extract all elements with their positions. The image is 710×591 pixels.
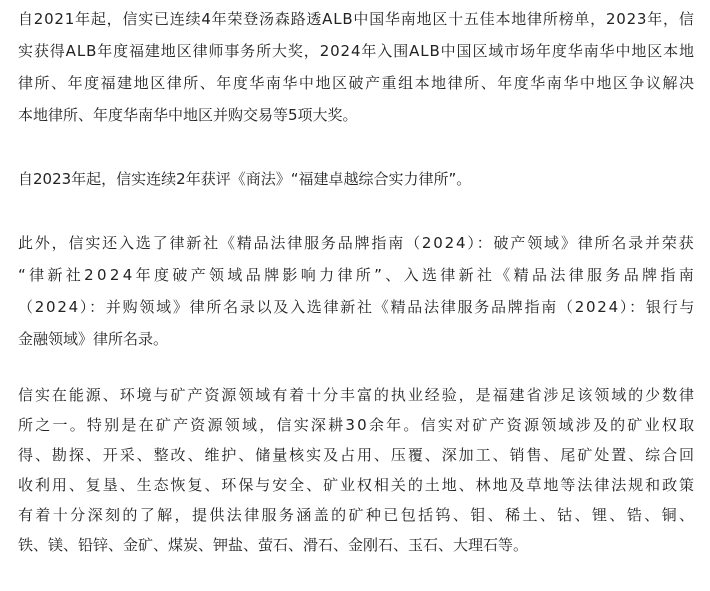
text-line: （2024）：并购领域》律所名录以及入选律新社《精品法律服务品牌指南（2024）：银行与 xyxy=(18,298,697,316)
text-line: 自2023年起，信实连续2年获评《商法》“福建卓越综合实力律所”。 xyxy=(18,170,472,188)
text-line: 实获得ALB年度福建地区律师事务所大奖，2024年入围ALB中国区域市场年度华南华中地区本地 xyxy=(18,42,695,60)
text-line: 本地律所、年度华南华中地区并购交易等5项大奖。 xyxy=(18,106,358,124)
text-line: 收利用、复垦、生态恢复、环保与安全、矿业权相关的土地、林地及草地等法律法规和政策 xyxy=(18,476,696,494)
text-line: 律所、年度福建地区律所、年度华南华中地区破产重组本地律所、年度华南华中地区争议解决 xyxy=(18,74,696,92)
text-line: 铁、镁、铅锌、金矿、煤炭、钾盐、萤石、滑石、金刚石、玉石、大理石等。 xyxy=(18,536,529,554)
text-line: 所之一。特别是在矿产资源领域，信实深耕30余年。信实对矿产资源领域涉及的矿业权取 xyxy=(18,416,697,434)
text-line: 金融领域》律所名录。 xyxy=(18,330,169,348)
text-line: 自2021年起，信实已连续4年荣登汤森路透ALB中国华南地区十五佳本地律所榜单，2023年，信 xyxy=(18,10,695,28)
text-line: 信实在能源、环境与矿产资源领域有着十分丰富的执业经验，是福建省涉足该领域的少数律 xyxy=(18,386,696,404)
text-line: “律新社2024年度破产领域品牌影响力律所”、入选律新社《精品法律服务品牌指南 xyxy=(18,266,698,284)
text-line: 得、勘探、开采、整改、维护、储量核实及占用、压覆、深加工、销售、尾矿处置、综合回 xyxy=(18,446,696,464)
text-line: 此外，信实还入选了律新社《精品法律服务品牌指南（2024）：破产领域》律所名录并荣获 xyxy=(18,234,696,252)
text-line: 有着十分深刻的了解，提供法律服务涵盖的矿种已包括钨、钼、稀土、钴、锂、锆、铜、 xyxy=(18,506,697,524)
